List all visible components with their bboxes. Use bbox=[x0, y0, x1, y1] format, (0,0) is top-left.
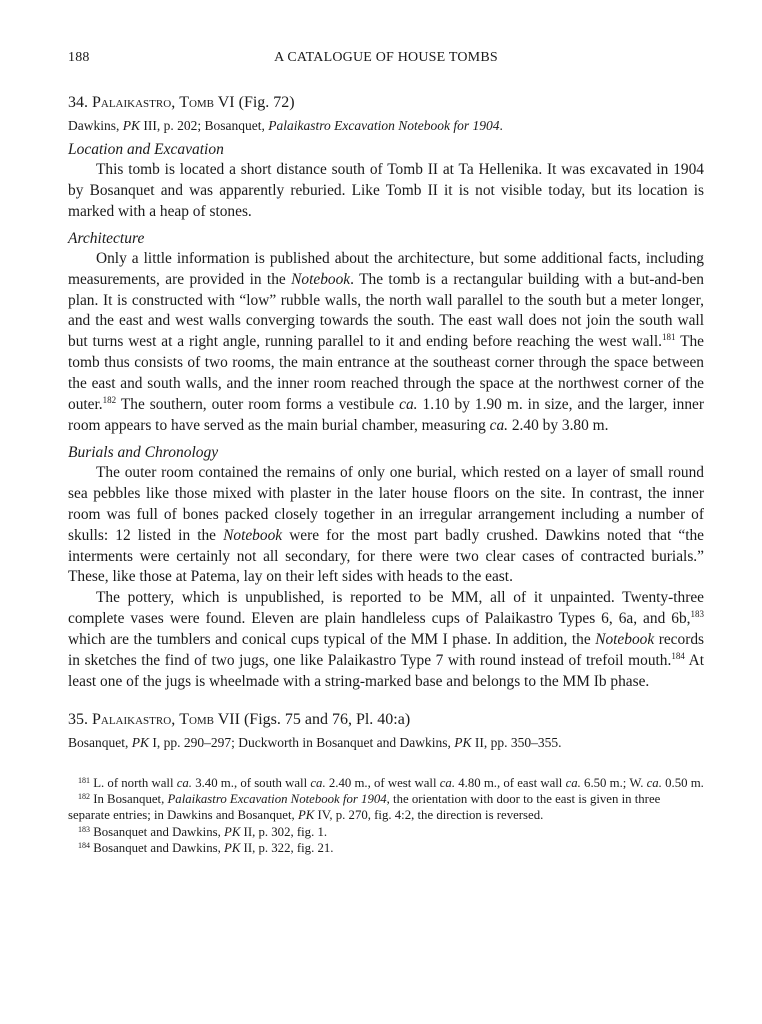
subheading-burials: Burials and Chronology bbox=[68, 443, 219, 461]
footnote-181: $^{181}$ L. of north wall ca. 3.40 m., of south wall ca. 2.40 m., of west wall ca. 4.80 m., of east wall ca. 6.50 m.; W. ca. 0.50 m. bbox=[78, 775, 704, 790]
footnote-183: $^{183}$ Bosanquet and Dawkins, PK II, p. 302, fig. 1. bbox=[78, 824, 328, 839]
entry-34-heading: 34. Palaikastro, Tomb VI (Fig. 72) bbox=[68, 94, 295, 111]
footnote-184: $^{184}$ Bosanquet and Dawkins, PK II, p. 322, fig. 21. bbox=[78, 841, 334, 856]
entry-number: 35. bbox=[68, 710, 88, 728]
footnote-ref-182: 182 bbox=[102, 395, 117, 406]
page-number: 188 bbox=[68, 50, 90, 65]
footnote-ref-183: 183 bbox=[690, 609, 704, 620]
page bbox=[68, 50, 704, 856]
entry-tomb-label: Tomb bbox=[179, 94, 215, 111]
paragraph-architecture: Only a little information is published about the architecture, but some additional facts, including measurements, are provided in the Notebook. The tomb is a rectangular building with a but-and-ben plan. It is constructed with “low” rubble walls, the north wall parallel to the south but a meter longer, and the east and west walls converging towards the south. The east wall does not join the south wall but turns west at a right angle, running parallel to it and ending before reaching the west wall.$^{181}$ The tomb thus consists of two rooms, the main entrance at the southeast corner through the space between the east and south walls, and the inner room reached through the space at the northwest corner of the outer.$^{182}$ The southern, outer room forms a vestibule ca. 1.10 by 1.90 m. in size, and the larger, inner room appears to have served as the main burial chamber, measuring ca. 2.40 by 3.80 m. bbox=[68, 249, 704, 434]
subheading-architecture: Architecture bbox=[68, 229, 145, 247]
paragraph-location: This tomb is located a short distance south of Tomb II at Ta Hellenika. It was excavated in 1904 by Bosanquet and was apparently reburied. Like Tomb II it is not visible today, but its location is marked with a heap of stones. bbox=[68, 161, 704, 220]
entry-35-heading: 35. Palaikastro, Tomb VII (Figs. 75 and 76, Pl. 40:a) bbox=[68, 710, 411, 728]
subheading-location: Location and Excavation bbox=[68, 141, 224, 158]
entry-35-bibliography: Bosanquet, PK I, pp. 290–297; Duckworth in Bosanquet and Dawkins, PK II, pp. 350–355. bbox=[68, 734, 562, 750]
entry-34-bibliography: Dawkins, PK III, p. 202; Bosanquet, Palaikastro Excavation Notebook for 1904. bbox=[68, 118, 503, 133]
paragraph-burials-2: The pottery, which is unpublished, is reported to be MM, all of it unpainted. Twenty-three complete vases were found. Eleven are plain handleless cups of Palaikastro Types 6, 6a, and 6b,$^{183}$ which are the tumblers and conical cups typical of the MM I phase. In addition, the Notebook records in sketches the find of two jugs, one like Palaikastro Type 7 with round instead of trefoil mouth.$^{184}$ At least one of the jugs is wheelmade with a string-marked base and belongs to the MM Ib phase. bbox=[68, 589, 705, 690]
entry-number: 34. bbox=[68, 94, 88, 111]
entry-tomb-label: Tomb bbox=[179, 710, 215, 728]
entry-tomb-number: VI (Fig. 72) bbox=[217, 94, 295, 111]
running-head bbox=[68, 50, 704, 72]
entry-site: Palaikastro bbox=[92, 710, 172, 728]
footnote-ref-184: 184 bbox=[671, 651, 685, 662]
footnote-182: $^{182}$ In Bosanquet, Palaikastro Excavation Notebook for 1904, the orientation with door to the east is given in three separate entries; in Dawkins and Bosanquet, PK IV, p. 270, fig. 4:2, the direction is reversed. bbox=[68, 792, 661, 823]
running-title: A CATALOGUE OF HOUSE TOMBS bbox=[274, 50, 498, 65]
footnote-ref-181: 181 bbox=[661, 332, 676, 343]
entry-site: Palaikastro bbox=[92, 94, 172, 111]
paragraph-burials-1: The outer room contained the remains of only one burial, which rested on a layer of small round sea pebbles like those mixed with plaster in the later house floors on the site. In contrast, the inner room was full of bones packed closely together in an irregular arrangement including a number of skulls: 12 listed in the Notebook were for the most part badly crushed. Dawkins noted that “the interments were certainly not all secondary, for there were two clear cases of contracted burials.” These, like those at Patema, lay on their left sides with heads to the east. bbox=[68, 463, 705, 586]
footnotes bbox=[68, 775, 704, 856]
entry-tomb-number: VII (Figs. 75 and 76, Pl. 40:a) bbox=[217, 710, 411, 728]
